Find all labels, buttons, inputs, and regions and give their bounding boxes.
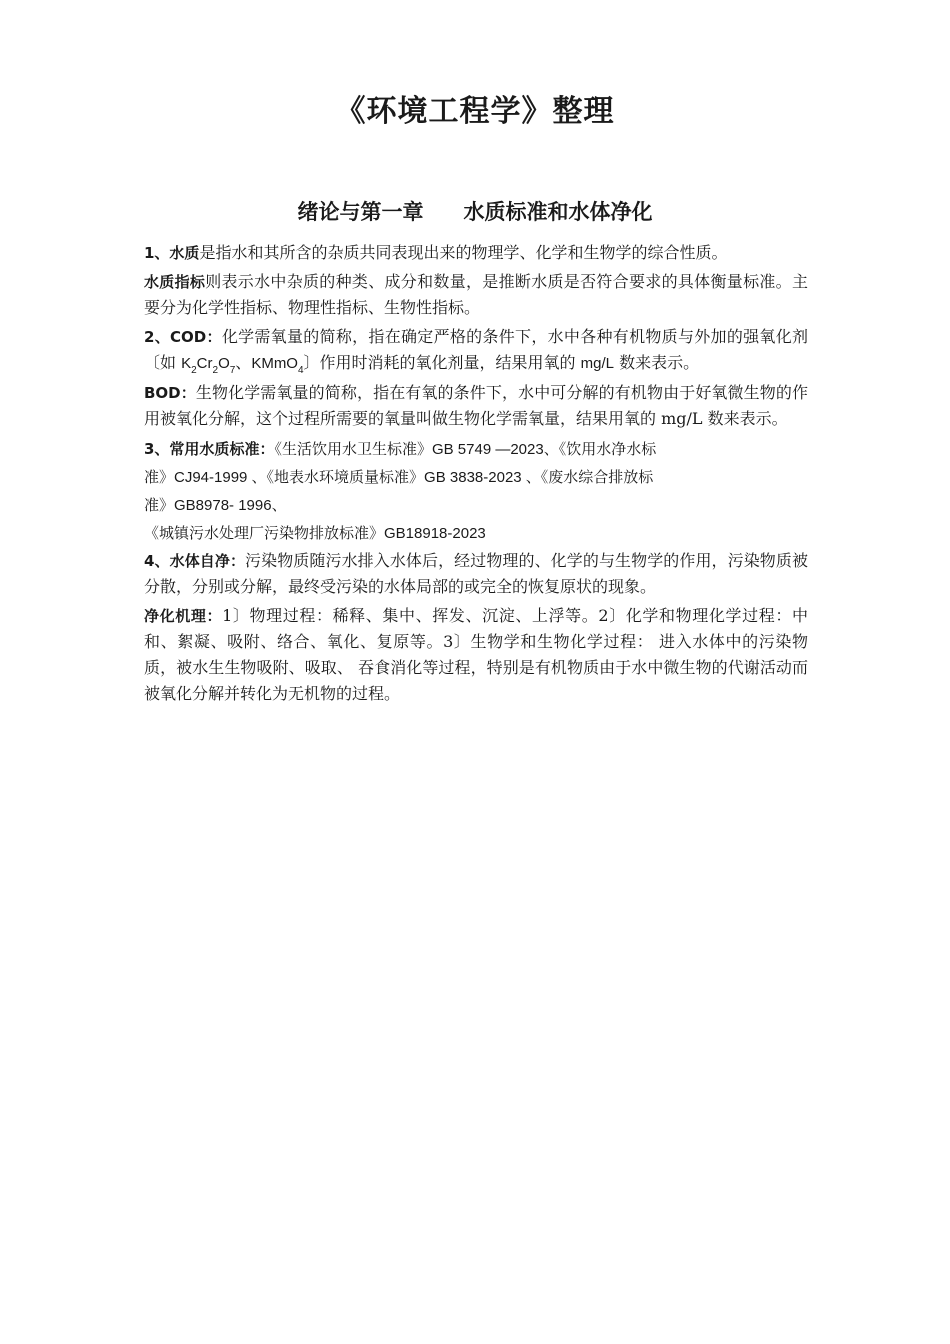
term-label: 3、常用水质标准： [144, 440, 275, 458]
standards-line [144, 435, 808, 464]
separator: 、 [235, 353, 252, 372]
paragraph-text: 是指水和其所含的杂质共同表现出来的物理学、化学和生物学的综合性质。 [199, 243, 728, 262]
formula-kmno: KMmO [251, 355, 298, 372]
paragraph-purification-mechanism [144, 603, 808, 707]
paragraph-text: 污染物质随污水排入水体后，经过物理的、化学的与生物学的作用，污染物质被分散，分别或分解，最终受污染的水体局部的或完全的恢复原状的现象。 [144, 551, 808, 596]
paragraph-text: 〕作用时消耗的氧化剂量，结果用氧的 [303, 353, 581, 372]
term-label: 水质指标 [144, 273, 206, 291]
standards-line: 《城镇污水处理厂污染物排放标准》GB18918-2023 [144, 525, 486, 542]
document-title: 《环境工程学》整理 [335, 94, 615, 129]
formula-k: K [181, 355, 192, 372]
formula-cr: Cr [196, 355, 213, 372]
chapter-number: 绪论与第一章 [297, 200, 424, 224]
formula-sub: 2 [212, 365, 219, 376]
term-label: 4、水体自净： [144, 552, 246, 570]
paragraph-standards [144, 435, 808, 548]
term-label: 2、COD： [144, 328, 222, 346]
paragraph-text: 则表示水中杂质的种类、成分和数量，是推断水质是否符合要求的具体衡量标准。主要分为化学性指标、物理性指标、生物性指标。 [144, 272, 808, 317]
paragraph-text: 数来表示。 [614, 353, 700, 372]
paragraph-text: 1〕物理过程：稀释、集中、挥发、沉淀、上浮等。2〕化学和物理化学过程：中和、絮凝、吸附、络合、氧化、复原等。3〕生物学和生物化学过程： 进入水体中的污染物质，被水生生物吸附、吸取、 吞食消化等过程，特别是有机物质由于水中微生物的代谢活动而被氧化分解并转化为无机物的过程。 [144, 606, 808, 703]
paragraph-bod [144, 380, 808, 432]
paragraph-text: 生物化学需氧量的简称，指在有氧的条件下，水中可分解的有机物由于好氧微生物的作用被氧化分解，这个过程所需要的氧量叫做生物化学需氧量，结果用氧的 mg/L 数来表示。 [144, 383, 808, 428]
standards-line: 准》GB8978- 1996、 [144, 497, 287, 514]
formula-o: O [218, 355, 230, 372]
term-label: 净化机理： [144, 607, 223, 625]
chapter-heading [0, 196, 950, 226]
unit: mg/L [580, 355, 614, 372]
standards-line: 准》CJ94-1999 、《地表水环境质量标准》GB 3838-2023 、《废水综合排放标 [144, 469, 654, 486]
formula-sub: 4 [297, 365, 304, 376]
paragraph-text: 化学需氧量的简称，指在确定严格的条件下，水中各种有机物质与外加的强氧化剂〔如 [144, 327, 808, 372]
chapter-title: 水质标准和水体净化 [463, 200, 653, 224]
formula-sub: 7 [229, 365, 236, 376]
paragraph-cod [144, 324, 808, 377]
paragraph-water-quality [144, 240, 808, 266]
paragraph-water-quality-index [144, 269, 808, 321]
term-label: BOD： [144, 384, 196, 402]
term-label: 1、水质 [144, 244, 200, 262]
formula-sub: 2 [191, 365, 197, 376]
paragraph-self-purification [144, 548, 808, 600]
standards-text: 《生活饮用水卫生标准》GB 5749 —2023、《饮用水净水标 [274, 441, 657, 458]
document-body [144, 240, 808, 710]
